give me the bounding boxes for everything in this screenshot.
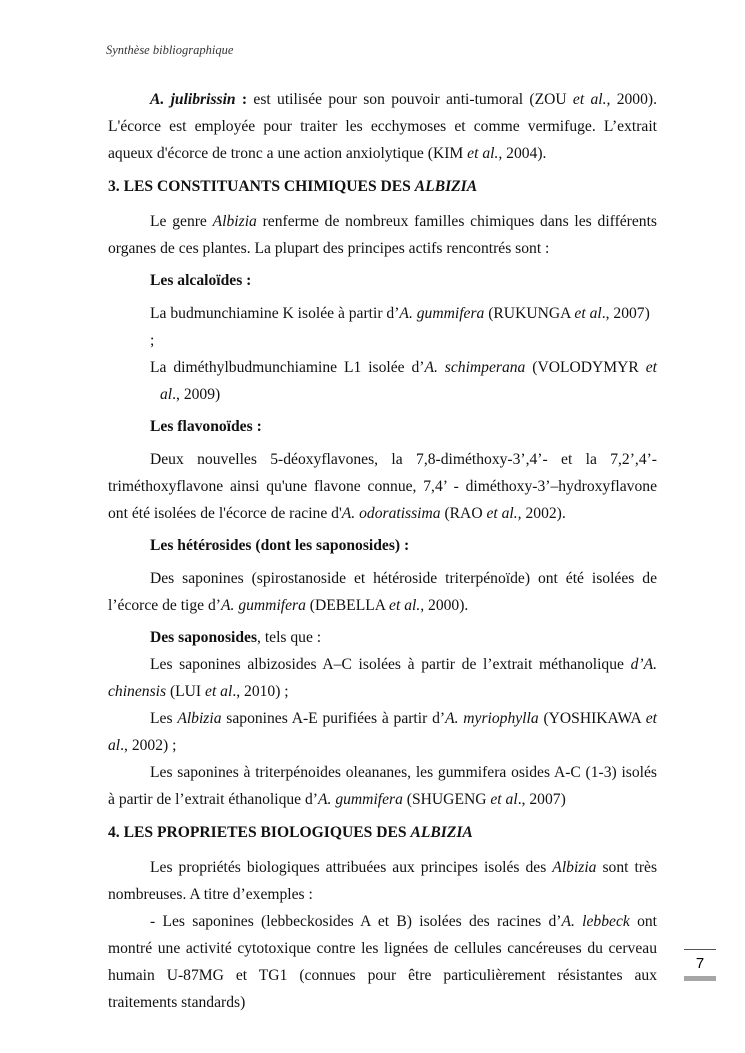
alcaloide-item-2: La diméthylbudmunchiamine L1 isolée d’A. schimperana (VOLODYMYR et al., 2009) bbox=[150, 359, 657, 403]
heterosides-paragraph: Des saponines (spirostanoside et hétéroside triterpénoïde) ont été isolées de l’écorce de tige d’A. gummifera (DEBELLA et al., 2000). bbox=[108, 570, 657, 614]
section-3-heading: 3. LES CONSTITUANTS CHIMIQUES DES ALBIZIA bbox=[108, 178, 478, 195]
saponine-item-3: Les saponines à triterpénoides oleananes, les gummifera osides A-C (1-3) isolés à partir de l’extrait éthanolique d’A. gummifera (SHUGENG et al., 2007) bbox=[108, 764, 657, 808]
alcaloide-item-1: La budmunchiamine K isolée à partir d’A. gummifera (RUKUNGA et al., 2007) ; bbox=[150, 305, 650, 349]
page-number-bar bbox=[684, 976, 716, 981]
heterosides-title: Les hétérosides (dont les saponosides) : bbox=[150, 537, 410, 554]
flavonoides-paragraph: Deux nouvelles 5-déoxyflavones, la 7,8-diméthoxy-3’,4’- et la 7,2’,4’-triméthoxyflavone ainsi qu'une flavone connue, 7,4’ - diméthoxy-3’–hydroxyflavone ont été isolées de l'écorce de racine d'A. odoratissima (RAO et al., 2002). bbox=[108, 451, 657, 522]
saponosides-intro: Des saponosides, tels que : bbox=[150, 629, 322, 646]
section-4-intro: Les propriétés biologiques attribuées aux principes isolés des Albizia sont très nombreuses. A titre d’exemples : bbox=[108, 859, 658, 903]
saponine-item-1: Les saponines albizosides A–C isolées à partir de l’extrait méthanolique d’A. chinensis (LUI et al., 2010) ; bbox=[108, 656, 657, 700]
property-item-1: - Les saponines (lebbeckosides A et B) isolées des racines d’A. lebbeck ont montré une activité cytotoxique contre les lignées de cellules cancéreuses du cerveau humain U-87MG et TG1 (connues pour être particulièrement résistantes aux traitements standards) bbox=[108, 913, 658, 1011]
section-3-intro: Le genre Albizia renferme de nombreux familles chimiques dans les différents organes de ces plantes. La plupart des principes actifs rencontrés sont : bbox=[108, 213, 657, 257]
species-name: A. julibrissin bbox=[150, 91, 236, 108]
paragraph-julibrissin: A. julibrissin : est utilisée pour son pouvoir anti-tumoral (ZOU et al., 2000). L'écorce est employée pour traiter les ecchymoses et comme vermifuge. L’extrait aqueux d'écorce de tronc a une action anxiolytique (KIM et al., 2004). bbox=[108, 91, 657, 162]
page-body bbox=[108, 86, 657, 1021]
running-header: Synthèse bibliographique bbox=[106, 43, 234, 57]
section-4-heading: 4. LES PROPRIETES BIOLOGIQUES DES ALBIZIA bbox=[108, 824, 473, 841]
flavonoides-title: Les flavonoïdes : bbox=[150, 418, 262, 435]
saponine-item-2: Les Albizia saponines A-E purifiées à partir d’A. myriophylla (YOSHIKAWA et al., 2002) ; bbox=[108, 710, 657, 754]
page-number: 7 bbox=[684, 949, 716, 972]
alcaloides-title: Les alcaloïdes : bbox=[150, 272, 252, 289]
